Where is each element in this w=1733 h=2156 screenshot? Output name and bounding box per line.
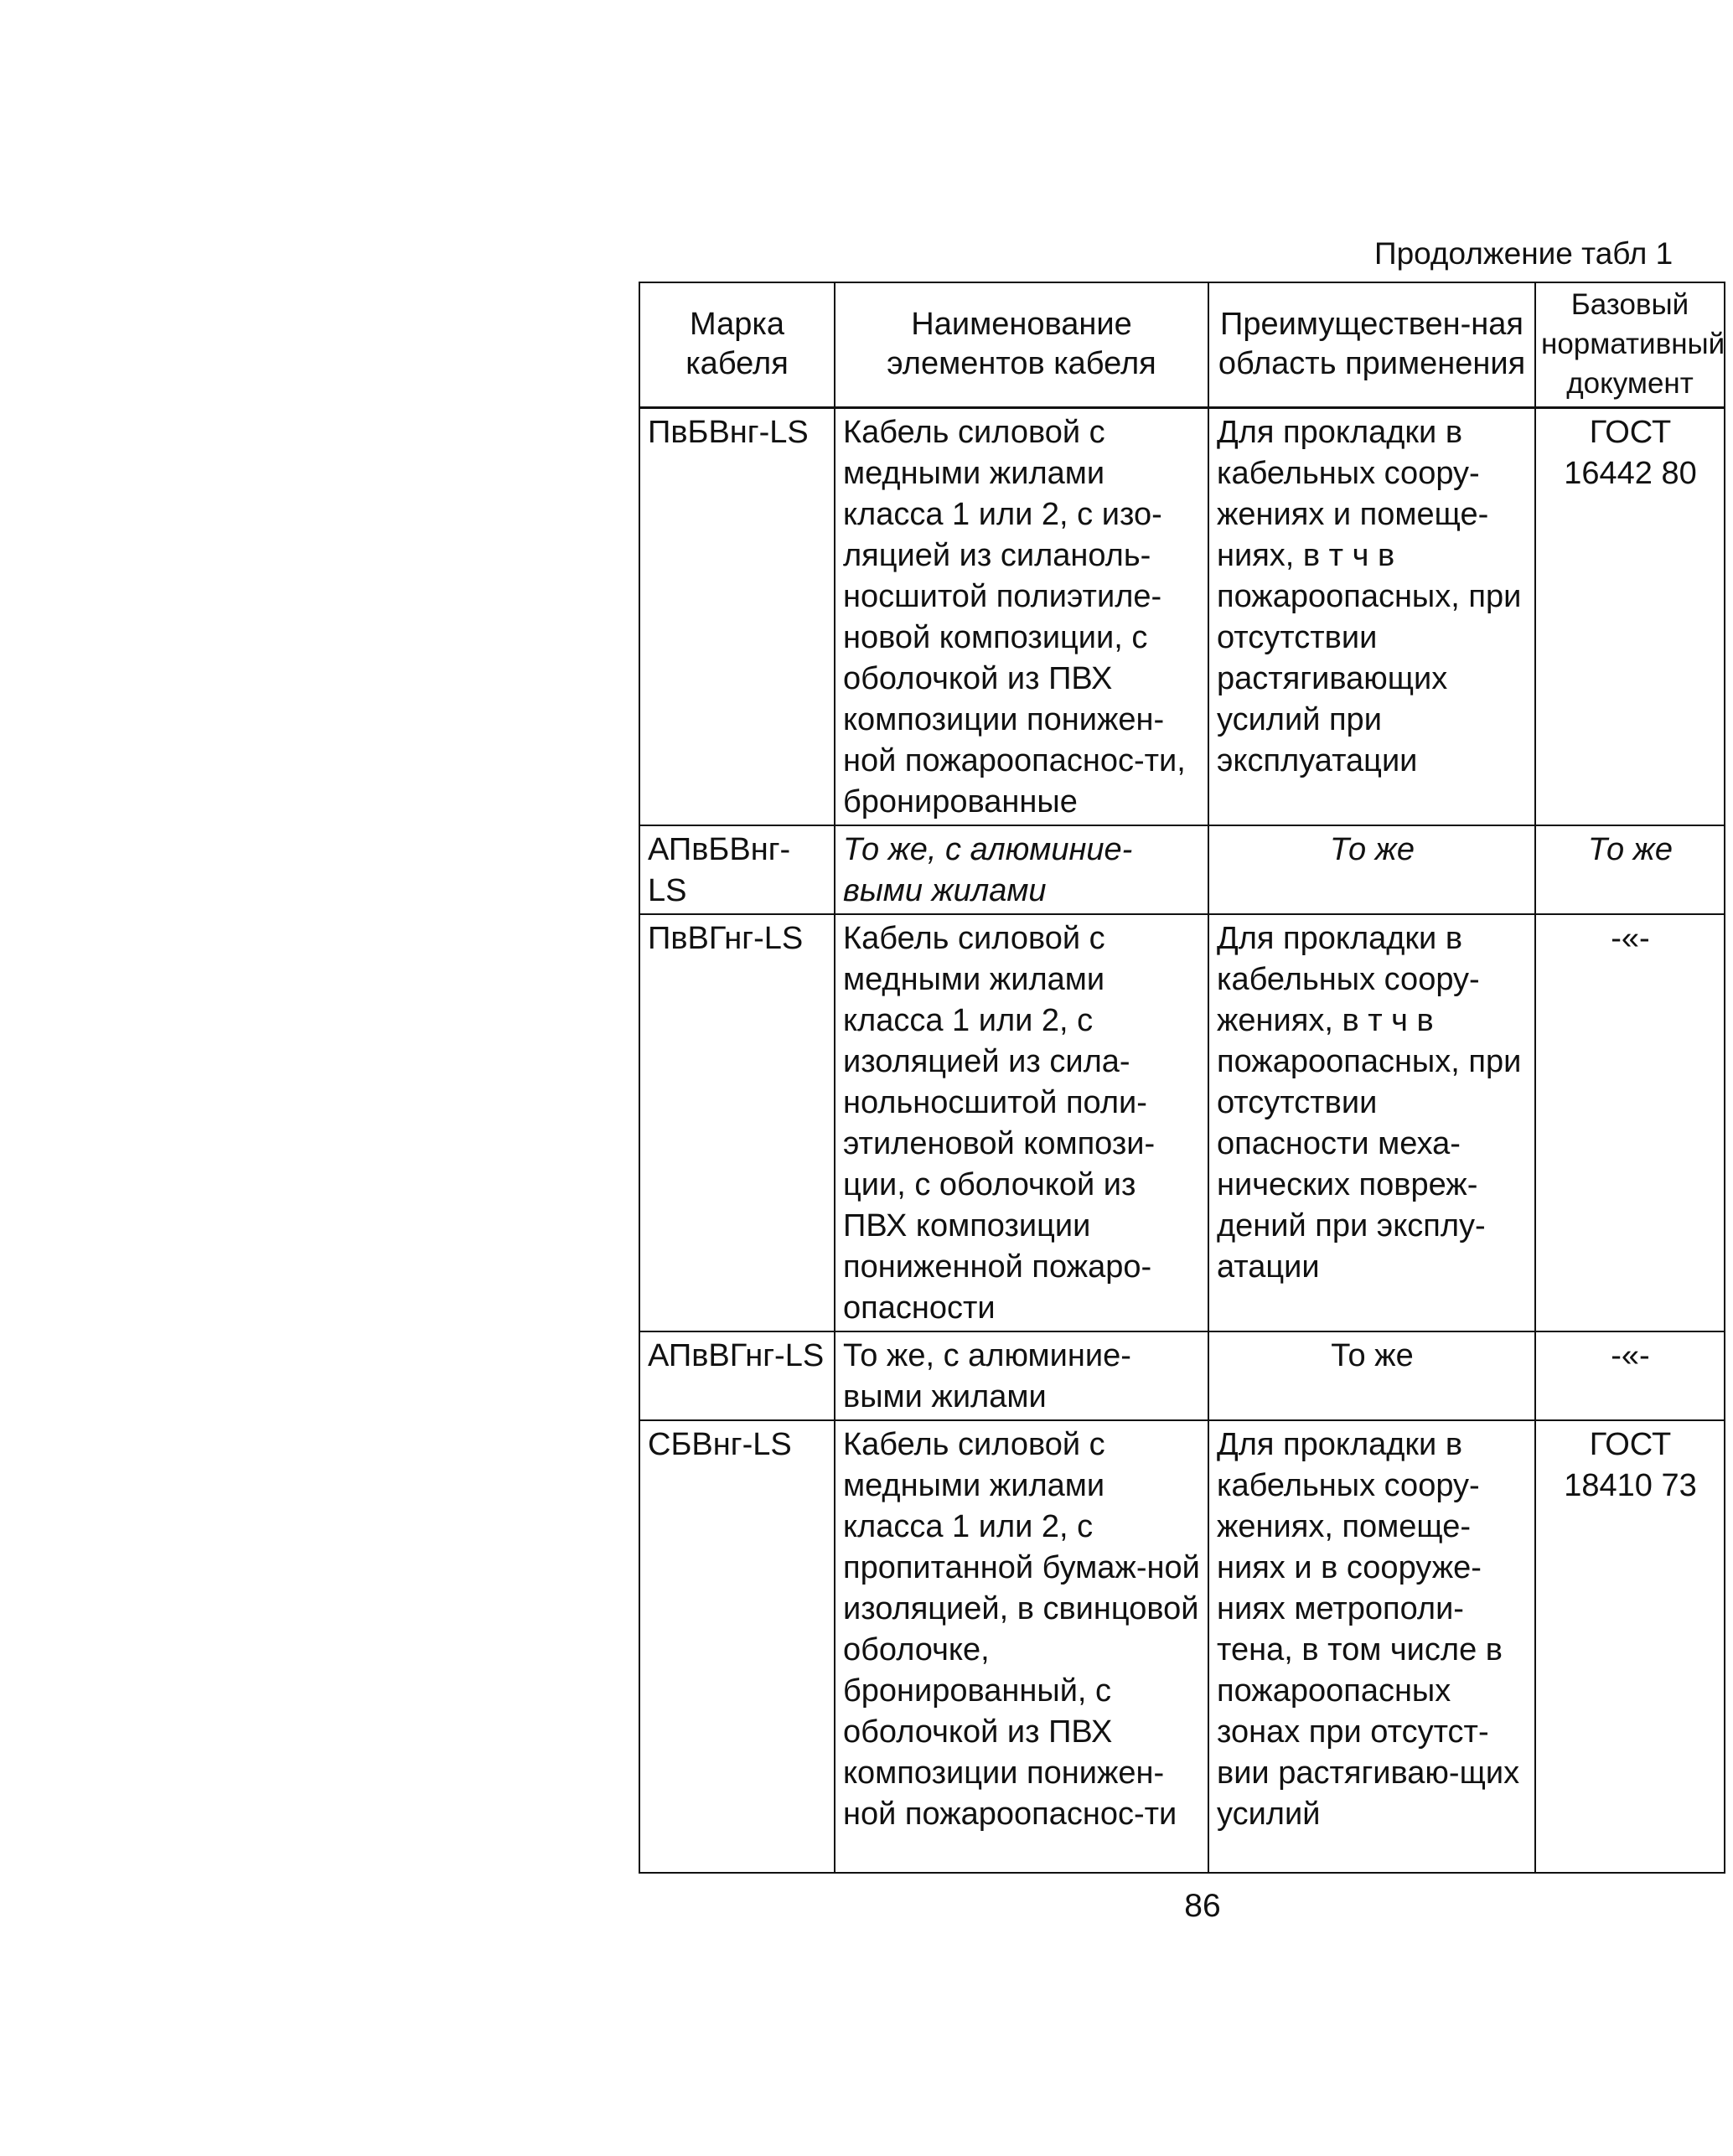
cell-application-area: Для прокладки в кабельных соору-жениях и помеще-ниях, в т ч в пожароопасных, при отсутствии растягивающих усилий при эксплуатации — [1208, 408, 1535, 826]
cable-table — [639, 282, 1725, 1874]
table-row — [639, 825, 1725, 914]
cell-cable-mark: ПвВГнг-LS — [639, 914, 835, 1331]
cell-element-names: Кабель силовой с медными жилами класса 1 или 2, с изоляцией из сила-нольносшитой поли-этиленовой компози-ции, с оболочкой из ПВХ композиции пониженной пожаро-опасности — [835, 914, 1208, 1331]
cell-application-area: То же — [1208, 825, 1535, 914]
cell-element-names: Кабель силовой с медными жилами класса 1 или 2, с пропитанной бумаж-ной изоляцией, в свинцовой оболочке, бронированный, с оболочкой из ПВХ композиции понижен-ной пожароопаснос-ти — [835, 1420, 1208, 1873]
cell-application-area: То же — [1208, 1331, 1535, 1420]
cell-cable-mark: ПвБВнг-LS — [639, 408, 835, 826]
cell-cable-mark: АПвБВнг-LS — [639, 825, 835, 914]
header-base-document: Базовый нормативный документ — [1535, 282, 1725, 408]
header-element-names: Наименование элементов кабеля — [835, 282, 1208, 408]
cell-element-names: То же, с алюминие-выми жилами — [835, 1331, 1208, 1420]
table-row — [639, 1420, 1725, 1873]
cell-base-document: ГОСТ 16442 80 — [1535, 408, 1725, 826]
table-header-row — [639, 282, 1725, 408]
cell-application-area: Для прокладки в кабельных соору-жениях, в т ч в пожароопасных, при отсутствии опасности меха-нических повреж-дений при эксплу-атации — [1208, 914, 1535, 1331]
cell-base-document: -«- — [1535, 1331, 1725, 1420]
cell-cable-mark: АПвВГнг-LS — [639, 1331, 835, 1420]
cell-base-document: -«- — [1535, 914, 1725, 1331]
cell-application-area: Для прокладки в кабельных соору-жениях, помеще-ниях и в сооруже-ниях метрополи-тена, в том числе в пожароопасных зонах при отсутст-вии растягиваю-щих усилий — [1208, 1420, 1535, 1873]
cell-base-document: То же — [1535, 825, 1725, 914]
cell-element-names: Кабель силовой с медными жилами класса 1 или 2, с изо-ляцией из силаноль-носшитой полиэтиле-новой композиции, с оболочкой из ПВХ композиции понижен-ной пожароопаснос-ти, бронированные — [835, 408, 1208, 826]
table-row — [639, 1331, 1725, 1420]
table-caption: Продолжение табл 1 — [1374, 236, 1674, 271]
cell-base-document: ГОСТ 18410 73 — [1535, 1420, 1725, 1873]
cell-element-names: То же, с алюминие-выми жилами — [835, 825, 1208, 914]
page-number: 86 — [1184, 1888, 1221, 1924]
header-application-area: Преимуществен-ная область применения — [1208, 282, 1535, 408]
header-cable-mark: Марка кабеля — [639, 282, 835, 408]
table-row — [639, 914, 1725, 1331]
cell-cable-mark: СБВнг-LS — [639, 1420, 835, 1873]
table-row — [639, 408, 1725, 826]
